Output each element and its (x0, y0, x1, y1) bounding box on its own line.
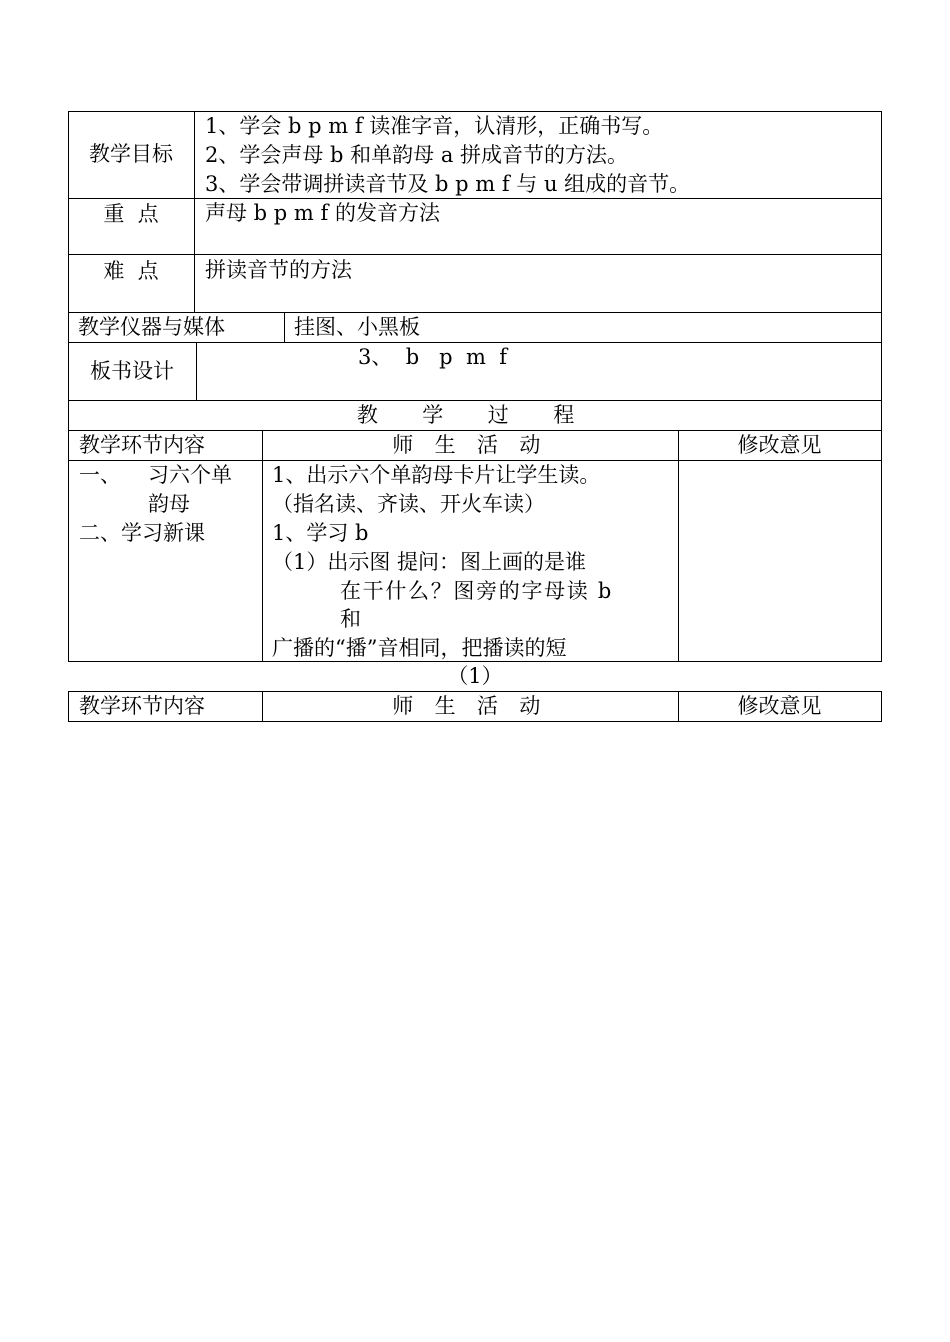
bottom-revision-header: 修改意见 (737, 694, 822, 718)
activity-line: （指名读、齐读、开火车读） (272, 492, 545, 516)
activity-line: 广播的“播”音相同，把播读的短 (272, 636, 567, 660)
objective-line-2: 2、学会声母 b 和单韵母 a 拼成音节的方法。 (205, 143, 629, 167)
column-section-header: 教学环节内容 (79, 433, 205, 457)
activity-line: 在干什么？图旁的字母读 b (340, 579, 613, 603)
table-border (678, 430, 679, 661)
activity-line: 1、学习 b (272, 521, 369, 545)
difficulty-label: 难 点 (103, 259, 159, 283)
activity-line: 和 (340, 607, 361, 631)
activity-line: （1）出示图 提问：图上画的是谁 (272, 550, 587, 574)
bottom-activity-header: 师 生 活 动 (392, 694, 548, 718)
objective-line-3: 3、学会带调拼读音节及 b p m f 与 u 组成的音节。 (205, 172, 691, 196)
page-number: （1） (447, 664, 503, 688)
column-revision-header: 修改意见 (737, 433, 822, 457)
column-activity-header: 师 生 活 动 (392, 433, 548, 457)
section-review-line1: 习六个单 (148, 463, 232, 487)
table-border (68, 721, 882, 722)
difficulty-value: 拼读音节的方法 (205, 258, 352, 282)
table-border (262, 430, 263, 661)
table-border (196, 342, 197, 400)
activity-line: 1、出示六个单韵母卡片让学生读。 (272, 463, 601, 487)
table-border (881, 111, 882, 662)
board-label: 板书设计 (90, 359, 174, 383)
board-value: 3、 b p m f (358, 345, 508, 369)
table-border (284, 312, 285, 342)
key-point-label: 重 点 (103, 202, 159, 226)
section-new-lesson: 二、学习新课 (79, 521, 205, 545)
bottom-section-header: 教学环节内容 (79, 694, 205, 718)
media-value: 挂图、小黑板 (294, 315, 420, 339)
media-label: 教学仪器与媒体 (78, 315, 225, 339)
process-title: 教 学 过 程 (356, 403, 594, 427)
section-review-line2: 韵母 (148, 492, 190, 516)
table-border (68, 691, 69, 722)
key-point-value: 声母 b p m f 的发音方法 (205, 201, 440, 225)
section-review-number: 一、 (79, 463, 121, 487)
objectives-label: 教学目标 (89, 142, 173, 166)
table-border (68, 254, 882, 255)
objective-line-1: 1、学会 b p m f 读准字音，认清形，正确书写。 (205, 114, 664, 138)
table-border (194, 111, 195, 312)
table-border (881, 691, 882, 722)
table-border (68, 111, 69, 662)
